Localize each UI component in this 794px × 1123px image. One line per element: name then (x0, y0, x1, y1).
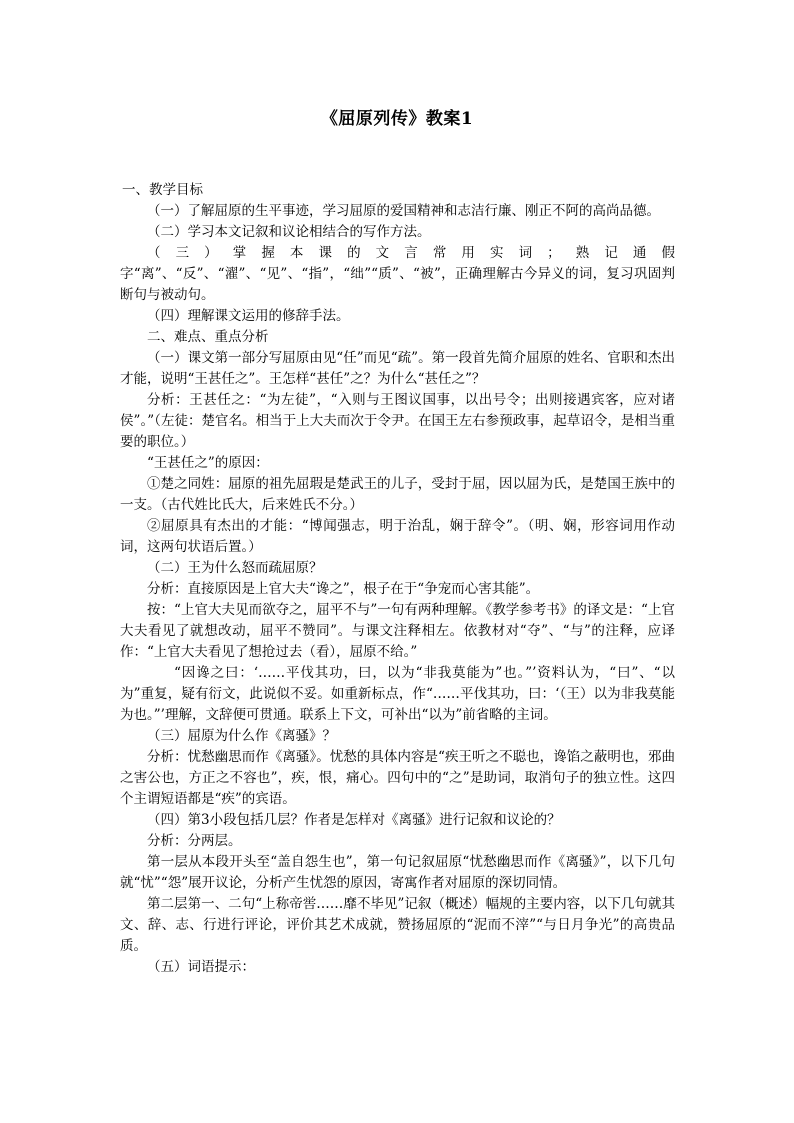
paragraph: （四）第3小段包括几层？作者是怎样对《离骚》进行记叙和议论的？ (147, 812, 561, 828)
paragraph: 第一层从本段开头至“盖自怨生也”，第一句记叙屈原“忧愁幽思而作《离骚》”，以下几句就“忧”“怨”展开议论，分析产生忧怨的原因，寄寓作者对屈原的深切同情。 (120, 854, 675, 891)
paragraph: （五）词语提示： (147, 959, 255, 975)
paragraph: 第二层第一、二句“上称帝喾……靡不毕见”记叙（概述）幅规的主要内容，以下几句就其文、辞、志、行进行评论，评价其艺术成就，赞扬屈原的“泥而不滓”“与日月争光”的高贵品质。 (120, 896, 675, 954)
paragraph: （四）理解课文运用的修辞手法。 (147, 308, 350, 324)
document-body (120, 180, 675, 978)
paragraph: （三）屈原为什么作《离骚》？ (147, 728, 336, 744)
paragraph: ②屈原具有杰出的才能：“博闻强志，明于治乱，娴于辞令”。（明、娴，形容词用作动词，这两句状语后置。） (120, 518, 675, 555)
paragraph: 按：“上官大夫见而欲夺之，屈平不与”一句有两种理解。《教学参考书》的译文是：“上官大夫看见了就想改动，屈平不赞同”。与课文注释相左。依教材对“夺”、“与”的注释，应译作：“上官大夫看见了想抢过去（看），屈原不给。” (120, 602, 675, 660)
paragraph: （二）学习本文记叙和议论相结合的写作方法。 (147, 224, 431, 240)
paragraph: （三）掌握本课的文言常用实词；熟记通假字“离”、“反”、“濯”、“见”、“指”，“绌”“质”、“被”，正确理解古今异义的词，复习巩固判断句与被动句。 (120, 245, 675, 303)
paragraph: ①楚之同姓：屈原的祖先屈瑕是楚武王的儿子，受封于屈，因以屈为氏，是楚国王族中的一支。（古代姓比氏大，后来姓氏不分。） (120, 476, 675, 513)
paragraph: 分析：分两层。 (147, 833, 242, 849)
document-title: 《屈原列传》教案1 (320, 109, 474, 129)
paragraph: （二）王为什么怒而疏屈原？ (147, 560, 323, 576)
paragraph: 分析：忧愁幽思而作《离骚》。忧愁的具体内容是“疾王听之不聪也，谗馅之蔽明也，邪曲之害公也，方正之不容也”，疾，恨，痛心。四句中的“之”是助词，取消句子的独立性。这四个主谓短语都是“疾”的宾语。 (120, 749, 675, 807)
paragraph: “王甚任之”的原因： (147, 455, 269, 471)
paragraph: （一）课文第一部分写屈原由见“任”而见“疏”。第一段首先简介屈原的姓名、官职和杰出才能，说明“王甚任之”。王怎样“甚任”之？为什么“甚任之”？ (120, 350, 675, 387)
section-heading-objectives: 一、教学目标 (122, 182, 203, 198)
paragraph: “因谗之曰：‘……平伐其功，曰，以为“非我莫能为”也。”’资料认为，“曰”、“以为”重复，疑有衍文，此说似不妥。如重新标点，作“……平伐其功，曰：‘（王）以为非我莫能为也。”’理解，文辞便可贯通。联系上下文，可补出“以为”前省略的主词。 (120, 665, 675, 723)
paragraph: 分析：王甚任之：“为左徒”，“入则与王图议国事，以出号令；出则接遇宾客，应对诸侯”。”（左徒：楚官名。相当于上大夫而次于令尹。在国王左右参预政事，起草诏令，是相当重要的职位。） (120, 392, 675, 450)
paragraph: 分析：直接原因是上官大夫“谗之”，根子在于“争宠而心害其能”。 (147, 581, 540, 597)
paragraph: （一）了解屈原的生平事迹，学习屈原的爱国精神和志洁行廉、刚正不阿的高尚品德。 (147, 203, 660, 219)
section-heading-analysis: 二、难点、重点分析 (147, 329, 269, 345)
